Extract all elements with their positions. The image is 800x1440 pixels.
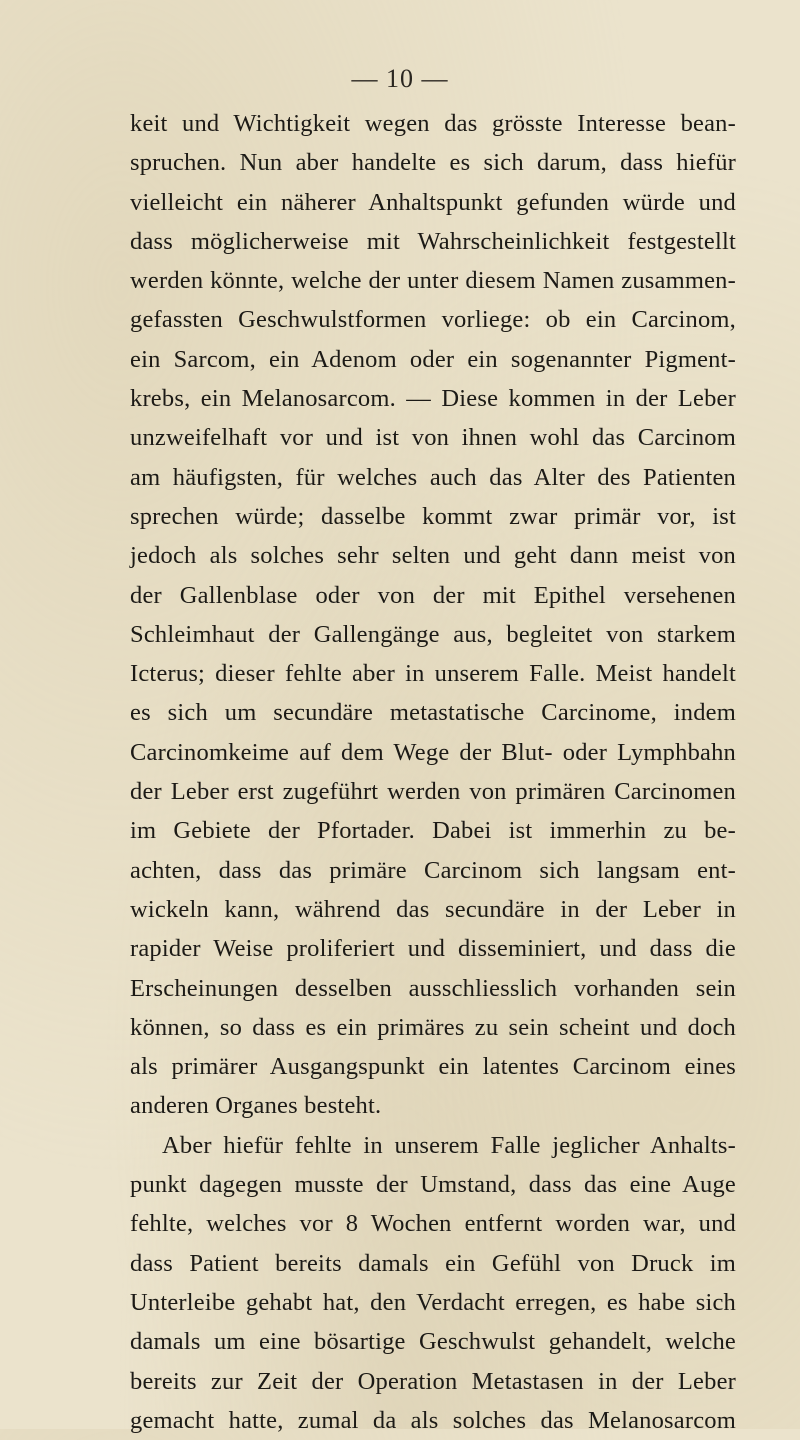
text-line: damals um eine bösartige Geschwulst gehandelt, welche [130,1328,736,1356]
text-line: gemacht hatte, zumal da als solches das Melanosarcom [130,1406,736,1434]
text-line: im Gebiete der Pfortader. Dabei ist immerhin zu be- [130,817,736,845]
text-line: Unterleibe gehabt hat, den Verdacht erregen, es habe sich [130,1288,736,1316]
text-line: bereits zur Zeit der Operation Metastasen in der Leber [130,1367,736,1395]
text-line: achten, dass das primäre Carcinom sich langsam ent- [130,856,736,884]
text-line: können, so dass es ein primäres zu sein scheint und doch [130,1013,736,1041]
text-line: fehlte, welches vor 8 Wochen entfernt worden war, und [130,1210,736,1238]
text-line: dass möglicherweise mit Wahrscheinlichkeit festgestellt [130,227,736,255]
text-line: punkt dagegen musste der Umstand, dass das eine Auge [130,1171,736,1199]
text-line: der Gallenblase oder von der mit Epithel versehenen [130,581,736,609]
text-line: keit und Wichtigkeit wegen das grösste Interesse bean- [130,110,736,137]
text-line: unzweifelhaft vor und ist von ihnen wohl das Carcinom [130,424,736,452]
text-line: dass Patient bereits damals ein Gefühl von Druck im [130,1249,736,1277]
text-line: der Leber erst zugeführt werden von primären Carcinomen [130,778,736,806]
paragraph-end-line: anderen Organes besteht. [130,1092,382,1120]
text-line: Schleimhaut der Gallengänge aus, begleitet von starkem [130,620,736,648]
text-line: rapider Weise proliferiert und disseminiert, und dass die [130,935,736,963]
text-line: werden könnte, welche der unter diesem Namen zusammen- [130,267,736,295]
text-line: ein Sarcom, ein Adenom oder ein sogenannter Pigment- [130,345,736,373]
text-line: am häufigsten, für welches auch das Alter des Patienten [130,463,736,491]
text-line: Erscheinungen desselben ausschliesslich vorhanden sein [130,974,736,1002]
text-line: Carcinomkeime auf dem Wege der Blut- oder Lymphbahn [130,738,736,766]
body-text [130,104,736,1440]
text-line: als primärer Ausgangspunkt ein latentes Carcinom eines [130,1053,736,1081]
text-line: spruchen. Nun aber handelte es sich darum, dass hiefür [130,149,736,177]
text-line: Icterus; dieser fehlte aber in unserem Falle. Meist handelt [130,660,736,688]
text-line: gefassten Geschwulstformen vorliege: ob ein Carcinom, [130,306,736,334]
text-line: es sich um secundäre metastatische Carcinome, indem [130,699,736,727]
text-line: wickeln kann, während das secundäre in der Leber in [130,895,736,923]
text-line: krebs, ein Melanosarcom. — Diese kommen in der Leber [130,385,736,413]
paragraph-start-line: Aber hiefür fehlte in unserem Falle jeglicher Anhalts- [162,1131,736,1159]
text-line: vielleicht ein näherer Anhaltspunkt gefunden würde und [130,188,736,216]
text-line: sprechen würde; dasselbe kommt zwar primär vor, ist [130,502,736,530]
page-number: — 10 — [351,64,449,93]
text-line: jedoch als solches sehr selten und geht dann meist von [130,542,736,570]
